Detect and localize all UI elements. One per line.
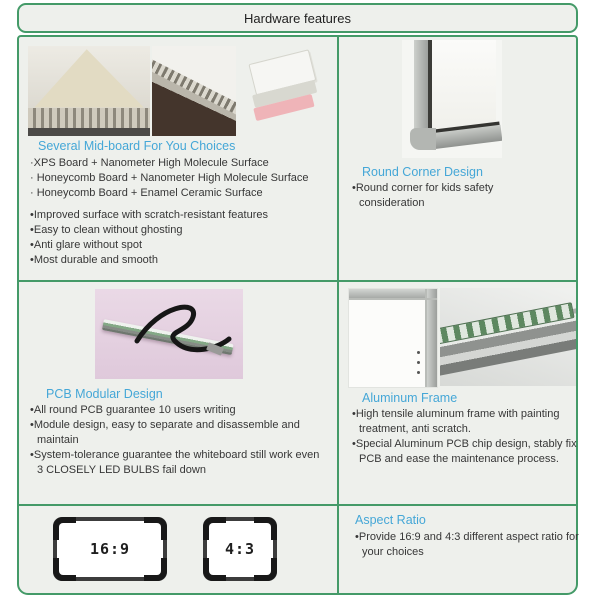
vertical-divider — [337, 37, 339, 593]
board-corner-cap — [254, 517, 277, 540]
round-corner-heading: Round Corner Design — [362, 165, 483, 179]
aluminum-channel-shape — [440, 308, 576, 376]
row-divider-2 — [19, 504, 576, 506]
mount-dot — [417, 351, 420, 354]
honeycomb-board-edge-photo — [152, 46, 236, 136]
feature-bullet: •All round PCB guarantee 10 users writing — [30, 404, 236, 416]
midboard-bullet-list — [30, 208, 332, 268]
top-frame-bar — [349, 289, 437, 298]
board-corner-cap — [53, 558, 76, 581]
feature-bullet: •High tensile aluminum frame with painting treatment, anti scratch. — [352, 408, 560, 435]
vertical-frame-bar — [414, 40, 428, 138]
midboard-option: · Honeycomb Board + Nanometer High Molecule Surface — [30, 172, 309, 184]
ratio-label-4-3: 4:3 — [224, 540, 256, 558]
whiteboard-panel-shape — [432, 40, 496, 130]
board-layers-stack-photo — [240, 48, 332, 134]
feature-bullet: •System-tolerance guarantee the whiteboard still work even 3 CLOSELY LED BULBS fail down — [30, 449, 320, 476]
feature-bullet: •Easy to clean without ghosting — [30, 224, 183, 236]
serrated-edge-shape — [152, 55, 236, 124]
whiteboard-16-9-graphic — [53, 517, 167, 581]
board-corner-cap — [203, 517, 226, 540]
page-title: Hardware features — [244, 10, 351, 26]
ratio-label-16-9: 16:9 — [89, 540, 131, 558]
right-frame-bar — [427, 289, 437, 387]
feature-bullet: •Provide 16:9 and 4:3 different aspect ratio for your choices — [355, 531, 579, 558]
feature-bullet: •Most durable and smooth — [30, 254, 158, 266]
mount-dot — [417, 361, 420, 364]
feature-bullet: •Anti glare without spot — [30, 239, 143, 251]
row-divider-1 — [19, 280, 576, 282]
honeycomb-surface-peel-photo — [28, 46, 150, 136]
mount-dot — [417, 371, 420, 374]
frame-groove-line — [428, 40, 432, 134]
stack-group — [243, 48, 330, 133]
frame-shadow-line-h — [349, 298, 437, 300]
midboard-options-list — [30, 156, 332, 201]
aluminum-pcb-channel-photo — [440, 288, 576, 386]
board-corner-cap — [254, 558, 277, 581]
pcb-heading: PCB Modular Design — [46, 387, 163, 401]
board-corner-cap — [144, 517, 167, 540]
round-corner-cap — [410, 128, 436, 150]
header-box — [17, 3, 578, 33]
honeycomb-texture-strip — [28, 108, 150, 128]
aluminum-heading: Aluminum Frame — [362, 391, 458, 405]
midboard-option: · Honeycomb Board + Enamel Ceramic Surface — [30, 187, 263, 199]
aspect-ratio-bullet-list — [355, 530, 593, 560]
pcb-bullet-list — [30, 403, 326, 478]
pcb-bar-usb-cable-photo — [95, 289, 243, 379]
feature-bullet: •Module design, easy to separate and disassemble and maintain — [30, 419, 300, 446]
aluminum-frame-corner-photo — [348, 288, 438, 388]
board-corner-cap — [53, 517, 76, 540]
feature-bullet: •Round corner for kids safety consideration — [352, 182, 494, 209]
midboard-option: ·XPS Board + Nanometer High Molecule Surface — [30, 157, 269, 169]
feature-bullet: •Special Aluminum PCB chip design, stably fix PCB and ease the maintenance process. — [352, 438, 577, 465]
aluminum-bullet-list — [352, 407, 578, 467]
feature-bullet: •Improved surface with scratch-resistant features — [30, 209, 268, 221]
board-corner-cap — [144, 558, 167, 581]
round-corner-bullet-list — [352, 181, 542, 211]
green-pcb-strip — [440, 302, 575, 345]
board-corner-cap — [203, 558, 226, 581]
frame-shadow-line-v — [425, 289, 427, 387]
round-corner-board-photo — [402, 40, 502, 158]
base-strip — [28, 128, 150, 136]
whiteboard-4-3-graphic — [203, 517, 277, 581]
aspect-ratio-heading: Aspect Ratio — [355, 513, 426, 527]
midboard-heading: Several Mid-board For You Choices — [38, 139, 236, 153]
